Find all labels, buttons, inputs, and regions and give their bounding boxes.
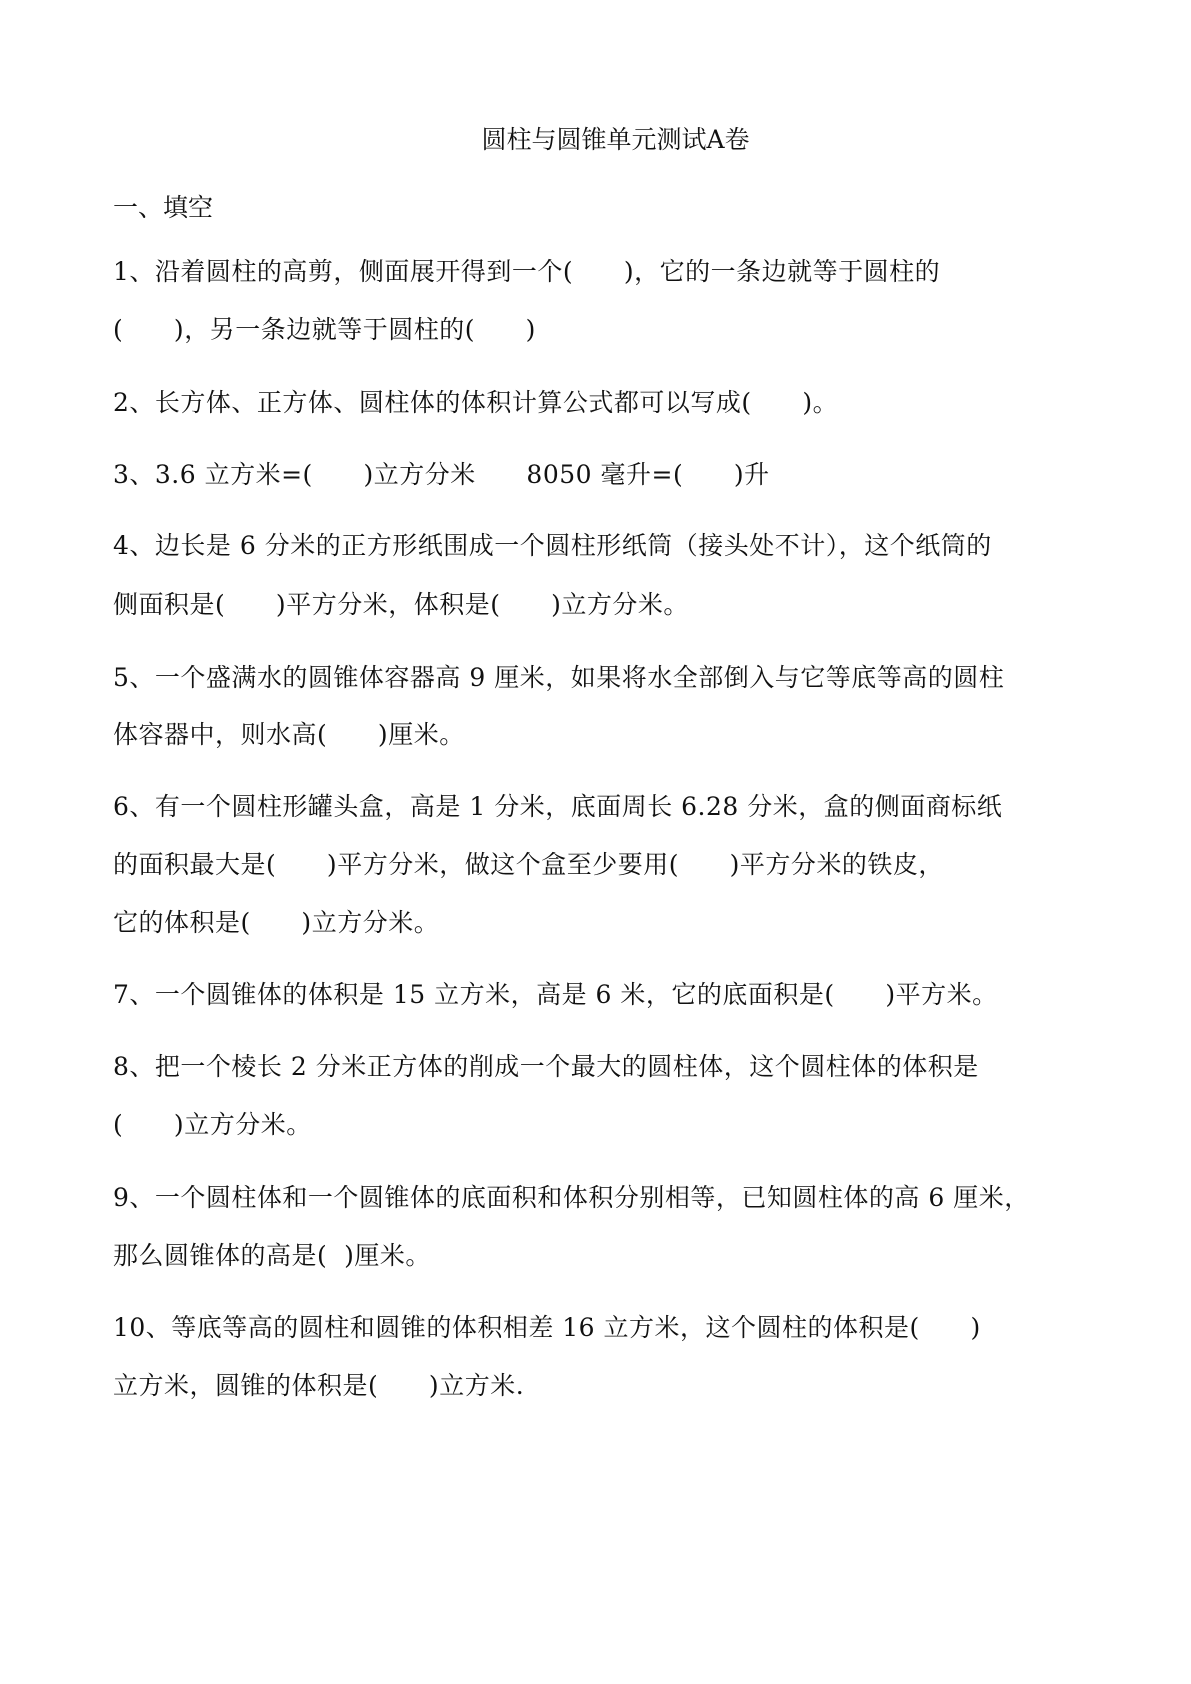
question-7: 7、一个圆锥体的体积是 15 立方米，高是 6 米，它的底面积是( )平方米。 (113, 980, 998, 1009)
question-8-line-2: ( )立方分米。 (113, 1110, 312, 1139)
question-6-line-2: 的面积最大是( )平方分米，做这个盒至少要用( )平方分米的铁皮， (113, 850, 944, 879)
question-1-line-1: 1、沿着圆柱的高剪，侧面展开得到一个( )，它的一条边就等于圆柱的 (113, 257, 941, 286)
question-4-line-2: 侧面积是( )平方分米，体积是( )立方分米。 (113, 590, 689, 619)
question-2: 2、长方体、正方体、圆柱体的体积计算公式都可以写成( )。 (113, 388, 839, 417)
question-6-line-3: 它的体积是( )立方分米。 (113, 908, 440, 937)
page-title: 圆柱与圆锥单元测试A卷 (481, 125, 750, 154)
question-6-line-1: 6、有一个圆柱形罐头盒，高是 1 分米，底面周长 6.28 分米，盒的侧面商标纸 (113, 792, 1003, 821)
question-10-line-1: 10、等底等高的圆柱和圆锥的体积相差 16 立方米，这个圆柱的体积是( ) (113, 1313, 981, 1342)
question-3: 3、3.6 立方米=( )立方分米 8050 毫升=( )升 (113, 460, 770, 489)
question-1-line-2: ( )，另一条边就等于圆柱的( ) (113, 315, 536, 344)
question-5-line-2: 体容器中，则水高( )厘米。 (113, 720, 465, 749)
question-4-line-1: 4、边长是 6 分米的正方形纸围成一个圆柱形纸筒（接头处不计），这个纸筒的 (113, 531, 992, 560)
section-heading: 一、填空 (113, 193, 214, 222)
question-5-line-1: 5、一个盛满水的圆锥体容器高 9 厘米，如果将水全部倒入与它等底等高的圆柱 (113, 663, 1005, 692)
question-10-line-2: 立方米，圆锥的体积是( )立方米. (113, 1371, 525, 1400)
question-9-line-1: 9、一个圆柱体和一个圆锥体的底面积和体积分别相等，已知圆柱体的高 6 厘米， (113, 1183, 1030, 1212)
question-9-line-2: 那么圆锥体的高是( )厘米。 (113, 1241, 431, 1270)
question-8-line-1: 8、把一个棱长 2 分米正方体的削成一个最大的圆柱体，这个圆柱体的体积是 (113, 1052, 979, 1081)
